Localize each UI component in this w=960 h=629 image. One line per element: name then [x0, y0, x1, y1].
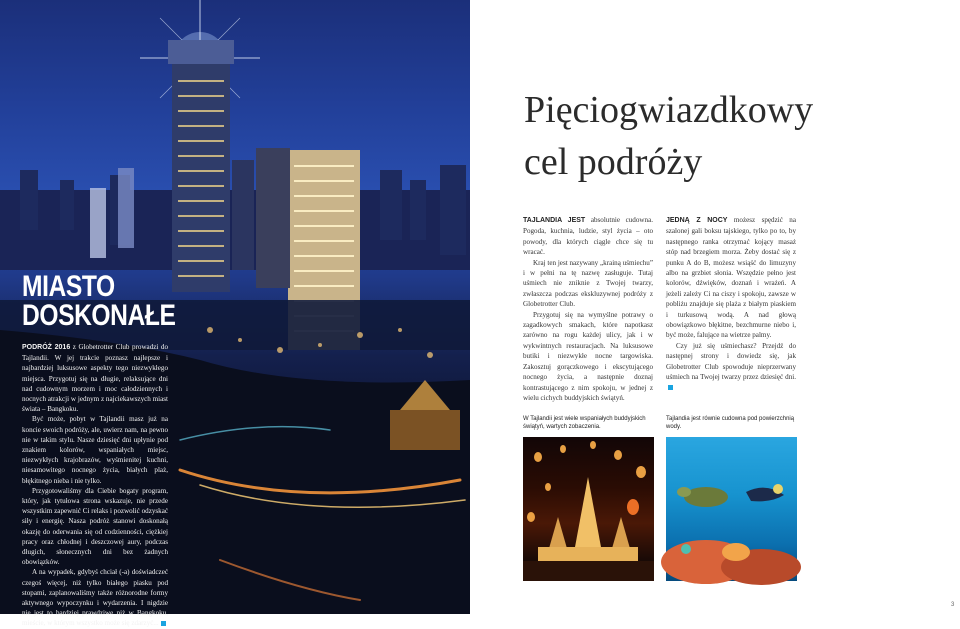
temple-illustration — [523, 437, 654, 581]
bangkok-night-photo — [0, 0, 470, 628]
page-number: 3 — [951, 602, 955, 608]
col2-paragraph-2-text: Czy już się uśmiechasz? Przejdź do następnej strony i dowiedz się, jak Globetrotter Club spowoduje nieprzerwany uśmiech na Twojej twarzy przez dziesięć dni. — [666, 341, 796, 382]
text-column-2 — [666, 215, 796, 393]
caption-underwater: Tajlandia jest równie cudowna pod powierzchnią wody. — [666, 416, 795, 430]
temple-lanterns-photo — [523, 437, 654, 581]
end-square-icon — [668, 385, 673, 390]
sea-turtle — [684, 487, 728, 507]
paragraph-1 — [22, 342, 168, 414]
left-article — [22, 270, 176, 629]
lead-in: PODRÓŻ 2016 — [22, 344, 71, 351]
headline-line-1: MIASTO — [22, 270, 115, 303]
paragraph-4 — [22, 567, 168, 628]
underwater-turtle-photo — [666, 437, 797, 581]
page-title — [524, 84, 813, 188]
title-line-2: cel podróży — [524, 141, 703, 183]
paragraph-4-text: A na wypadek, gdybyś chciał (-a) doświadczeć czegoś więcej, niż tylko białego piasku pod stopami, zaplanowaliśmy także różnorodne formy aktywnego wypoczynku i wydarzenia. I nigdzie nie jest to bardziej prawdziwe niż w Bangkoku, mieście, w którym wszystko może się zdarzyć... — [22, 568, 168, 628]
caption-temple: W Tajlandii jest wiele wspaniałych buddyjskich świątyń, wartych zobaczenia. — [523, 416, 646, 430]
underwater-illustration — [666, 437, 797, 581]
end-square-icon — [161, 621, 166, 626]
col2-paragraph-2 — [666, 341, 796, 393]
temple-spire — [575, 477, 601, 547]
col2-paragraph-1-text: możesz spędzić na szalonej gali boksu tajskiego, tylko po to, by następnego ranka otrzymać kojący masaż stóp nad brzegiem morza. Żeby dostać się z punku A do B, możesz wsiąść do limuzyny albo na grzbiet słonia. Wszędzie pełno jest kolorów, dźwięków, doznań i wrażeń. A jeżeli zależy Ci na ciszy i spokoju, zawsze w pobliżu znajduje się plaża z białym piaskiem i turkusową wodą. A nad głową obowiązkowo błękitne, bezchmurne niebo i, być może, falujące na wietrze palmy. — [666, 216, 796, 340]
text-column-1 — [523, 215, 653, 403]
coral-reef — [661, 540, 801, 585]
col2-lead-in: JEDNĄ Z NOCY — [666, 217, 728, 224]
paragraph-3: Przygotowaliśmy dla Ciebie bogaty program, który, jak tytułowa strona wskazuje, nie przede wszystkim zapewnić Ci relaks i pozwolić odzyskać siły i energię. Nasza podróż stanowi doskonałą okazję do oderwania się od codzienności, ciężkiej pracy oraz chłodnej i deszczowej aury, podczas długich, słonecznych dni bez żadnych obowiązków. — [22, 486, 168, 567]
headline-line-2: DOSKONAŁE — [22, 299, 176, 332]
paragraph-2: Być może, pobyt w Tajlandii masz już na koncie swoich podróży, ale, uwierz nam, na pewno nie w takim stylu. Nasze dziesięć dni upłynie pod znakiem kolorów, wspaniałych miejsc, niezwykłych krajobrazów, wyśmienitej kuchni, niesamowitego nocnego życia, białych plaż, błękitnego nieba i nie tylko. — [22, 415, 168, 485]
article-headline — [22, 270, 176, 332]
col1-lead-in: TAJLANDIA JEST — [523, 217, 586, 224]
main-skyscraper — [168, 40, 234, 292]
left-body — [22, 342, 168, 629]
paragraph-1-text: z Globetrotter Club prowadzi do Tajlandii. W jej trakcie poznasz najlepsze i najbardziej luksusowe aspekty tego niezwykłego miejsca. Przygotuj się na długie, relaksujące dni nad cudownym morzem i moc całodziennych i nocnych atrakcji w jednym z najciekawszych miast świata – Bangkoku. — [22, 343, 169, 414]
col2-paragraph-1 — [666, 215, 796, 341]
col1-paragraph-1 — [523, 215, 653, 258]
title-line-1: Pięciogwiazdkowy — [524, 89, 814, 131]
col1-paragraph-3: Przygotuj się na wymyślne potrawy o zagadkowych smakach, które napotkasz zarówno na rogu każdej ulicy, jak i w wykwintnych restauracjach. Na luksusowe butiki i niezwykłe nocne targowiska. Zakosztuj gorączkowego i ekscytującego nocnego życia, a następnie doznaj kontrastującego z nim spokoju, w jednej z wielu cichych buddyjskich świątyń. — [523, 310, 653, 402]
col1-paragraph-2: Kraj ten jest nazywany „krainą uśmiechu” i w pełni na tę nazwę zasługuje. Tutaj uśmiech nie zniknie z Twojej twarzy, zwłaszcza podczas ekskluzywnej podróży z Globetrotter Club. — [523, 258, 653, 309]
col1-paragraph-1-text: absolutnie cudowna. Pogoda, kuchnia, ludzie, styl życia – oto powody, dla których ciągle chce się tu wracać. — [523, 216, 653, 257]
